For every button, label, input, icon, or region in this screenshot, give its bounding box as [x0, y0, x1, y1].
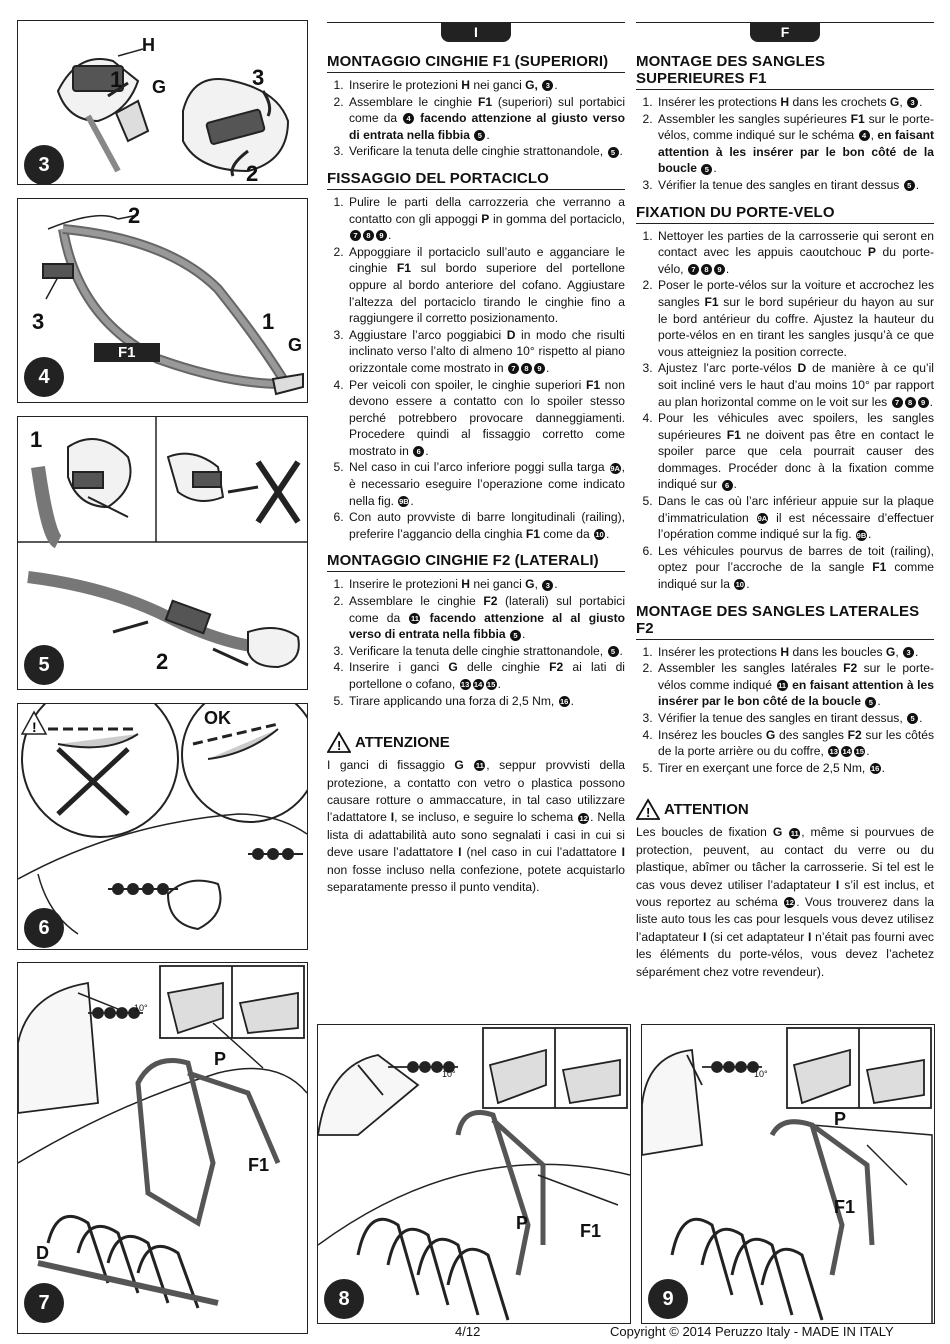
list-item: 6. Con auto provviste di barre longitudinali (railing), preferire l’aggancio della cinghia F1 come da 10 .: [347, 509, 625, 542]
figure-5-panel: [17, 416, 308, 690]
page-number: 4/12: [455, 1324, 481, 1339]
fr-section-f1-list: [636, 94, 934, 194]
fig9-label-f1: F1: [834, 1197, 856, 1217]
figure-6-number: 6: [24, 908, 64, 948]
fig4-label-g: G: [288, 335, 303, 355]
fr-section-fixing-list: [636, 228, 934, 593]
fig8-label-f1: F1: [580, 1221, 602, 1241]
figure-9-illustration: [642, 1025, 934, 1323]
warning-icon: [327, 731, 351, 753]
it-section-fixing-list: [327, 194, 625, 542]
fig6-label-ok: OK: [204, 708, 231, 728]
fr-section-f2-list: [636, 644, 934, 777]
list-item: 2. Appoggiare il portaciclo sull’auto e agganciare le cinghie F1 sul bordo superiore del portellone oppure al bordo anteriore del cofano. Aggiustare l’altezza del portaciclo tirando le cinghie fino a raggiungere il corretto posizionamento.: [347, 244, 625, 327]
figure-8-number: 8: [324, 1279, 364, 1319]
fig7-label-d: D: [36, 1243, 49, 1263]
italian-column: [327, 22, 625, 896]
it-section-f2-title: MONTAGGIO CINGHIE F2 (LATERALI): [327, 552, 625, 572]
figure-6-panel: [17, 703, 308, 950]
figure-6-illustration: [18, 704, 307, 949]
list-item: 3. Aggiustare l’arco poggiabici D in modo che risulti inclinato verso l’alto di almeno 10° rispetto al piano orizzontale come mostrato in 7 8 9 .: [347, 327, 625, 377]
svg-text:!: !: [337, 738, 342, 754]
figure-3-panel: [17, 20, 308, 185]
figure-8-panel: [317, 1024, 631, 1324]
list-item: 6. Les véhicules pourvus de barres de toit (railing), optez pour l’accroche de la sangle F1 comme indiqué sur la 10 .: [656, 543, 934, 593]
list-item: 5. Tirare applicando una forza di 2,5 Nm, 16 .: [347, 693, 625, 710]
list-item: 1. Insérer les protections H dans les crochets G, 3 .: [656, 94, 934, 111]
fig4-label-f1: F1: [94, 343, 160, 362]
fig3-label-1: 1: [110, 67, 123, 92]
fig7-label-f1: F1: [248, 1155, 270, 1175]
italian-language-tab: I: [327, 22, 625, 43]
list-item: 1. Insérer les protections H dans les boucles G, 3 .: [656, 644, 934, 661]
fig8-label-angle: 10°: [442, 1069, 456, 1079]
fig4-label-1: 1: [262, 309, 275, 334]
fig4-label-3: 3: [32, 309, 45, 334]
fig7-label-p: P: [214, 1049, 227, 1069]
fig3-label-h: H: [142, 35, 155, 55]
list-item: 5. Tirer en exerçant une force de 2,5 Nm, 16 .: [656, 760, 934, 777]
figure-4-panel: [17, 198, 308, 403]
it-section-f1-title: MONTAGGIO CINGHIE F1 (SUPERIORI): [327, 53, 625, 73]
list-item: 3. Ajustez l’arc porte-vélos D de manière à ce qu’il soit incliné vers le haut d’au moins 10° par rapport au plan horizontal comme on le voit sur les 7 8 9 .: [656, 360, 934, 410]
copyright-notice: Copyright © 2014 Peruzzo Italy - MADE IN ITALY: [610, 1324, 894, 1339]
fr-section-f1-title: MONTAGE DES SANGLES SUPERIEURES F1: [636, 53, 934, 90]
list-item: 4. Inserire i ganci G delle cinghie F2 ai lati di portellone o cofano, 13 14 15 .: [347, 659, 625, 692]
list-item: 3. Verificare la tenuta delle cinghie strattonandole, 5 .: [347, 143, 625, 160]
svg-text:!: !: [32, 719, 37, 735]
fig5-label-2: 2: [156, 649, 169, 674]
list-item: 4. Insérez les boucles G des sangles F2 sur les côtés de la porte arrière ou du coffre, 13 14 15 .: [656, 727, 934, 760]
fig3-label-2: 2: [246, 161, 259, 185]
it-warning-heading: ! ATTENZIONE: [327, 731, 625, 753]
fig9-label-angle: 10°: [754, 1069, 768, 1079]
fig4-label-2: 2: [128, 203, 141, 228]
list-item: 1. Pulire le parti della carrozzeria che verranno a contatto con gli appoggi P in gomma del portaciclo, 7 8 9 .: [347, 194, 625, 244]
figure-9-panel: [641, 1024, 935, 1324]
list-item: 2. Assemblare le cinghie F2 (laterali) sul portabici come da 11 facendo attenzione al al giusto verso di entrata nella fibbia 5 .: [347, 593, 625, 643]
figure-7-illustration: [18, 963, 307, 1333]
list-item: 3. Vérifier la tenue des sangles en tirant dessus 5 .: [656, 177, 934, 194]
it-section-f2-list: [327, 576, 625, 709]
list-item: 2. Assembler les sangles latérales F2 sur le porte-vélos comme indiqué 11 en faisant attention à les insérer par le bon côté de la boucle 5 .: [656, 660, 934, 710]
fr-warning-heading: ! ATTENTION: [636, 798, 934, 820]
figure-9-number: 9: [648, 1279, 688, 1319]
list-item: 3. Verificare la tenuta delle cinghie strattonandole, 5 .: [347, 643, 625, 660]
figure-7-panel: [17, 962, 308, 1334]
it-section-f1-list: [327, 77, 625, 160]
french-column: [636, 22, 934, 981]
fig9-label-p: P: [834, 1109, 847, 1129]
list-item: 4. Pour les véhicules avec spoilers, les sangles supérieures F1 ne doivent pas être en contact le spoiler parce que cela pourrait causer des dommages. Procéder donc à la fixation comme indiqué sur 6 .: [656, 410, 934, 493]
fig3-label-3: 3: [252, 65, 265, 90]
figure-4-number: 4: [24, 357, 64, 397]
fr-warning-text: Les boucles de fixation G 11 , même si pourvues de protection, peuvent, au contact du verre ou du plastique, abîmer ou tâcher la carrosserie. Si tel est le cas vous devez utiliser l’adaptateur I s’il est inclus, et vous reportez au schéma 12 . Vous trouverez dans la liste auto tous les cas pour lesquels vous devez utilisez l’adaptateur I (si cet adaptateur I n’était pas fourni avec les éléments du porte-vélos, vous devez l’achetez séparément chez votre revendeur).: [636, 825, 935, 979]
figure-8-illustration: [318, 1025, 630, 1323]
svg-text:!: !: [646, 805, 651, 821]
list-item: 1. Inserire le protezioni H nei ganci G, 3 .: [347, 576, 625, 593]
list-item: 5. Nel caso in cui l’arco inferiore poggi sulla targa 9A , è necessario eseguire l’operazione come indicato nella fig. 9B .: [347, 459, 625, 509]
fr-section-f2-title: MONTAGE DES SANGLES LATERALES F2: [636, 603, 934, 640]
fig8-label-p: P: [516, 1213, 529, 1233]
figure-7-number: 7: [24, 1283, 64, 1323]
fig7-label-angle: 10°: [134, 1003, 148, 1013]
list-item: 1. Nettoyer les parties de la carrosserie qui seront en contact avec les appuis caoutchouc P du porte-vélo, 7 8 9 .: [656, 228, 934, 278]
list-item: 1. Inserire le protezioni H nei ganci G, 3 .: [347, 77, 625, 94]
french-language-tab: F: [636, 22, 934, 43]
figure-3-number: 3: [24, 145, 64, 185]
list-item: 3. Vérifier la tenue des sangles en tirant dessus, 5 .: [656, 710, 934, 727]
fr-section-fixing-title: FIXATION DU PORTE-VELO: [636, 204, 934, 224]
list-item: 2. Poser le porte-vélos sur la voiture et accrochez les sangles F1 sur le bord supérieur du hayon au sur le bord antérieur du coffre. Ajustez la hauteur du porte-vélos en en tirant les sangles jusqu’à ce que vous atteigniez la position correcte.: [656, 277, 934, 360]
figure-5-number: 5: [24, 645, 64, 685]
list-item: 4. Per veicoli con spoiler, le cinghie superiori F1 non devono essere a contatto con lo spoiler stesso perché potrebbero provocare danneggiamenti. Procedere quindi al fissaggio corretto come mostrato in 6 .: [347, 377, 625, 460]
fig5-label-1: 1: [30, 427, 43, 452]
list-item: 2. Assembler les sangles supérieures F1 sur le porte-vélos, comme indiqué sur le schéma 4 , en faisant attention à les insérer par le bon côté de la boucle 5 .: [656, 111, 934, 177]
warning-icon: [636, 798, 660, 820]
it-section-fixing-title: FISSAGGIO DEL PORTACICLO: [327, 170, 625, 190]
list-item: 5. Dans le cas où l’arc inférieur appuie sur la plaque d’immatriculation 9A il est nécessaire d’effectuer l’opération comme indiqué sur la fig. 9B .: [656, 493, 934, 543]
fig3-label-g: G: [152, 77, 167, 97]
it-warning-text: I ganci di fissaggio G 11 , seppur provvisti della protezione, a contatto con vetro o plastica possono causare rotture o ammaccature, in tal caso utilizzare l’adattatore I, se incluso, e seguire lo schema 12 . Nella lista di adattabilità auto sono segnalati i casi in cui si deve usare l’adattatore I (nel caso in cui l’adattatore I non fosse incluso nella confezione, potete acquistarlo separatamente presso il punto vendita).: [327, 758, 626, 895]
list-item: 2. Assemblare le cinghie F1 (superiori) sul portabici come da 4 facendo attenzione al giusto verso di entrata nella fibbia 5 .: [347, 94, 625, 144]
